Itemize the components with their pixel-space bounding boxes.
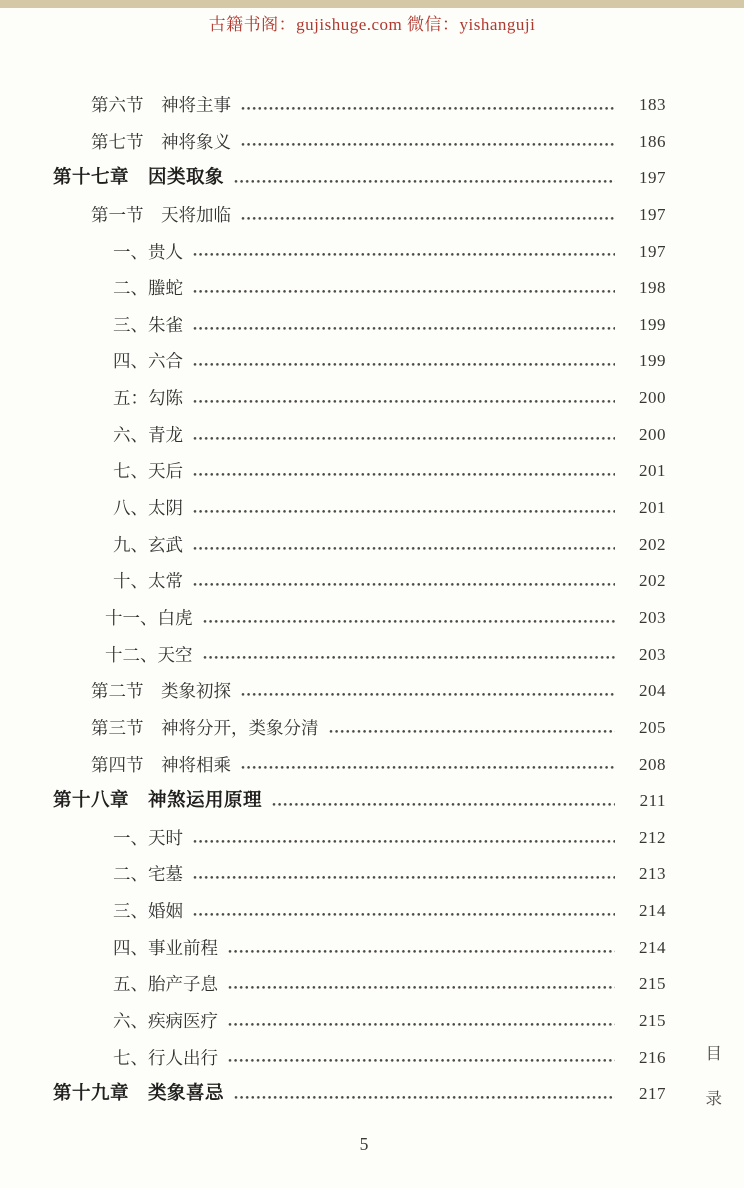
toc-entry (53, 380, 666, 417)
dot-leader (241, 765, 615, 770)
toc-entry-title: 第七节 神将象义 (91, 131, 231, 152)
watermark-header-text: 古籍书阁：gujishuge.com 微信：yishanguji (208, 15, 536, 34)
toc-entry (53, 783, 666, 820)
toc-entry (53, 417, 666, 454)
dot-leader (193, 912, 615, 917)
page-number: 5 (359, 1134, 369, 1154)
toc-entry-title: 三、婚姻 (113, 901, 183, 922)
toc-vertical-label (706, 1040, 723, 1109)
toc-entry-title: 四、事业前程 (113, 937, 218, 958)
dot-leader (193, 399, 615, 404)
toc-entry-page: 214 (639, 937, 666, 957)
toc-entry-page: 214 (639, 901, 666, 921)
dot-leader (228, 1058, 615, 1063)
toc-entry (53, 124, 666, 161)
toc-entry (53, 197, 666, 234)
toc-entry-page: 212 (639, 827, 666, 847)
dot-leader (241, 106, 615, 111)
toc-entry-title: 第十九章 类象喜忌 (53, 1084, 225, 1105)
toc-entry-page: 205 (639, 717, 666, 737)
dot-leader (203, 655, 616, 660)
toc-entry-page: 203 (639, 607, 666, 627)
toc-entry-title: 一、贵人 (113, 241, 183, 262)
toc-entry-title: 二、螣蛇 (113, 278, 183, 299)
dot-leader (329, 729, 616, 734)
dot-leader (193, 839, 615, 844)
toc-entry-page: 200 (639, 388, 666, 408)
toc-entry-title: 十二、天空 (105, 644, 193, 665)
toc-entry (53, 527, 666, 564)
toc-entry (53, 563, 666, 600)
toc-entry-page: 198 (639, 278, 666, 298)
toc-entry (53, 856, 666, 893)
dot-leader (193, 546, 615, 551)
toc-entry (53, 1040, 666, 1077)
toc-entry-page: 199 (639, 314, 666, 334)
dot-leader (193, 509, 615, 514)
dot-leader (203, 619, 616, 624)
toc-entry (53, 160, 666, 197)
toc-entry-title: 第一节 天将加临 (91, 204, 231, 225)
toc-entry-page: 200 (639, 424, 666, 444)
dot-leader (193, 252, 615, 257)
toc-entry (53, 747, 666, 784)
toc-entry-title: 十、太常 (113, 571, 183, 592)
toc-entry-page: 213 (639, 864, 666, 884)
toc-entry (53, 930, 666, 967)
dot-leader (193, 582, 615, 587)
toc-list (53, 87, 666, 1113)
dot-leader (193, 436, 615, 441)
toc-entry-page: 197 (639, 168, 666, 188)
toc-entry-page: 208 (639, 754, 666, 774)
dot-leader (228, 985, 615, 990)
dot-leader (228, 949, 615, 954)
toc-entry-title: 第三节 神将分开，类象分清 (91, 717, 319, 738)
toc-entry-page: 183 (639, 95, 666, 114)
toc-entry-title: 一、天时 (113, 827, 183, 848)
toc-entry (53, 270, 666, 307)
toc-entry-page: 197 (639, 204, 666, 224)
toc-entry (53, 234, 666, 271)
toc-entry-title: 七、天后 (113, 461, 183, 482)
toc-entry (53, 966, 666, 1003)
toc-entry (53, 820, 666, 857)
toc-entry (53, 453, 666, 490)
toc-entry (53, 307, 666, 344)
toc-entry-title: 第二节 类象初探 (91, 681, 231, 702)
dot-leader (241, 216, 615, 221)
toc-entry (53, 673, 666, 710)
toc-entry-page: 217 (639, 1084, 666, 1104)
toc-entry (53, 343, 666, 380)
toc-entry-page: 197 (639, 241, 666, 261)
toc-entry-page: 202 (639, 571, 666, 591)
toc-entry (53, 710, 666, 747)
toc-entry-page: 204 (639, 681, 666, 701)
dot-leader (234, 179, 615, 184)
dot-leader (272, 802, 615, 807)
toc-entry-page: 201 (639, 461, 666, 481)
toc-entry-page: 215 (639, 1011, 666, 1031)
side-label-char-2: 录 (705, 1089, 722, 1108)
dot-leader (193, 875, 615, 880)
toc-entry-title: 第十七章 因类取象 (53, 168, 225, 189)
top-accent-bar (0, 0, 744, 8)
dot-leader (234, 1095, 615, 1100)
toc-entry-title: 五、胎产子息 (113, 974, 218, 995)
toc-entry-title: 三、朱雀 (113, 314, 183, 335)
toc-entry-page: 201 (639, 498, 666, 518)
toc-entry-title: 九、玄武 (113, 534, 183, 555)
dot-leader (193, 289, 615, 294)
toc-entry-title: 七、行人出行 (113, 1047, 218, 1068)
toc-entry-page: 202 (639, 534, 666, 554)
toc-entry-title: 第六节 神将主事 (91, 95, 231, 115)
toc-entry-page: 216 (639, 1047, 666, 1067)
toc-entry (53, 490, 666, 527)
side-label-char-1: 目 (705, 1044, 722, 1063)
toc-entry-title: 十一、白虎 (105, 607, 193, 628)
toc-entry-page: 203 (639, 644, 666, 664)
dot-leader (193, 326, 615, 331)
toc-entry (53, 87, 666, 124)
toc-entry-page: 186 (639, 131, 666, 151)
toc-entry-page: 211 (639, 791, 666, 811)
toc-entry-title: 第四节 神将相乘 (91, 754, 231, 775)
toc-entry-title: 六、疾病医疗 (113, 1011, 218, 1032)
dot-leader (241, 692, 615, 697)
toc-entry (53, 600, 666, 637)
toc-entry-page: 199 (639, 351, 666, 371)
dot-leader (228, 1022, 615, 1027)
dot-leader (241, 142, 615, 147)
toc-entry (53, 893, 666, 930)
toc-entry (53, 1076, 666, 1113)
toc-entry-page: 215 (639, 974, 666, 994)
toc-entry-title: 第十八章 神煞运用原理 (53, 791, 263, 812)
toc-entry-title: 六、青龙 (113, 424, 183, 445)
toc-entry-title: 八、太阴 (113, 498, 183, 519)
toc-entry-title: 二、宅墓 (113, 864, 183, 885)
toc-entry-title: 五：勾陈 (113, 388, 183, 409)
toc-entry (53, 637, 666, 674)
toc-entry (53, 1003, 666, 1040)
dot-leader (193, 362, 615, 367)
toc-entry-title: 四、六合 (113, 351, 183, 372)
dot-leader (193, 472, 615, 477)
